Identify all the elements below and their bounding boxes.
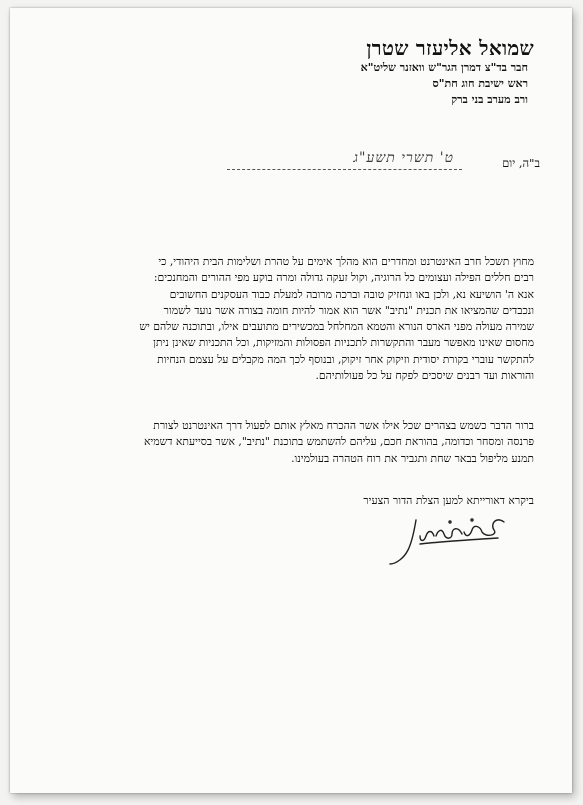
- text-line: רבים חללים הפילה ועצומים כל הרוגיה, וקול זעקה גדולה ומרה בוקע מפי ההורים והמחנכים:: [153, 271, 534, 285]
- text-line: מחוץ תשכל חרב האינטרנט ומחדרים הוא מהלך אימים על טהרת ושלימות הבית היהודי, כי: [158, 255, 534, 268]
- body-paragraph-2: [29, 418, 534, 467]
- body-paragraph-1: [29, 254, 534, 384]
- text-line: ברור הדבר כשמש בצהרים שכל אילו אשר ההכרח מאלץ אותם לפעול דרך האינטרנט לצורת: [153, 419, 534, 432]
- letterhead-name: שמואל אליעזר שטרן: [366, 36, 534, 60]
- text-line: פרנסה ומסחר וכדומה, בהוראת חכם, עליהם להשתמש בתוכנת "נתיב", אשר בסייעתא דשמיא: [143, 435, 534, 449]
- text-line: שמירה מעולה מפני הארס הנורא והטמא המחלחל במכשירים מתועבים אילו, ובתוכנה שלהם יש: [139, 320, 534, 334]
- letterhead-title-2: ראש ישיבת חוג חת"ס: [432, 77, 528, 90]
- closing-line: ביקרא דאורייתא למען הצלת הדור הצעיר: [363, 494, 534, 507]
- text-line: אנא ה' הושיעא נא, ולכן באו ונחזיק טובה וברכה מרובה למעלת כבוד העסקנים החשובים: [169, 287, 534, 301]
- letter-sheet: [10, 8, 572, 793]
- text-line: מחסום שאינו מאפשר מעבר והתקשרות לתכניות הפסולות והמזיקות, וכל התכניות שאינן ניתן: [153, 336, 534, 350]
- date-line: [180, 150, 540, 178]
- text-line: ונכבדים שהמציאו את תכנית "נתיב" אשר הוא אמור להיות חומה בצורה אשר נועד לשמור: [163, 303, 534, 317]
- text-line: להתקשר עוברי בקורת יסודית וזיקוק אחר זיקוק, ובנוסף לכך המה מקבלים על עצמם הנחיות: [157, 352, 534, 366]
- letterhead: [234, 36, 534, 108]
- date-label: ב"ה, יום: [502, 156, 540, 170]
- handwritten-date: ט' תשרי תשע"ג: [353, 150, 454, 166]
- text-line: והוראות ועד רבנים שיסכים לפקח על כל פעולותיהם.: [315, 369, 534, 383]
- date-underline: [227, 169, 462, 170]
- signature: [386, 508, 516, 568]
- text-line: תמנע מליפול בבאר שחת ותגביר את רוח הטהרה בעולמינו.: [291, 451, 534, 465]
- letterhead-title-1: חבר בד"צ דמרן הגר"ש וואזנר שליט"א: [360, 61, 528, 74]
- letterhead-title-3: ורב מערב בני ברק: [451, 93, 528, 106]
